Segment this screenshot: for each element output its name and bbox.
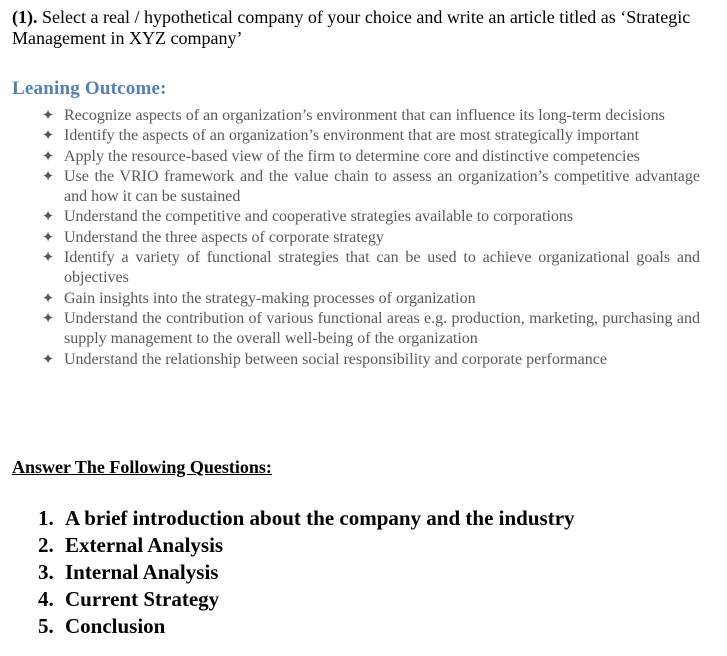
list-item <box>38 586 575 613</box>
question-number: 3. <box>38 560 54 584</box>
list-item <box>40 228 700 248</box>
star-bullet-icon: ✦ <box>41 250 55 267</box>
question-text: Internal Analysis <box>65 560 219 584</box>
list-item <box>38 559 575 586</box>
question-number: 1. <box>38 506 54 530</box>
learning-outcome-list <box>40 106 700 370</box>
outcome-text: Understand the three aspects of corporate strategy <box>64 228 384 246</box>
star-bullet-icon: ✦ <box>41 128 55 145</box>
outcome-text: Understand the competitive and cooperative strategies available to corporations <box>64 208 574 226</box>
question-number: 2. <box>38 533 54 557</box>
learning-outcome-heading: Leaning Outcome: <box>12 78 167 99</box>
list-item <box>40 106 700 126</box>
question-text: External Analysis <box>65 533 224 557</box>
list-item <box>40 309 700 350</box>
question-number: 5. <box>38 614 54 638</box>
list-item <box>40 248 700 289</box>
outcome-text: Use the VRIO framework and the value chain to assess an organization’s competitive advantage and how it can be sustained <box>64 167 700 206</box>
list-item <box>38 532 575 559</box>
outcome-text: Gain insights into the strategy-making processes of organization <box>64 289 476 307</box>
outcome-text: Apply the resource-based view of the firm to determine core and distinctive competencies <box>64 147 640 165</box>
question-list <box>38 505 575 640</box>
prompt-text: Select a real / hypothetical company of your choice and write an article titled as ‘Strategic Management in XYZ company’ <box>12 7 691 48</box>
star-bullet-icon: ✦ <box>41 229 55 246</box>
star-bullet-icon: ✦ <box>41 351 55 368</box>
star-bullet-icon: ✦ <box>41 168 55 185</box>
assignment-prompt <box>12 7 712 49</box>
question-text: Current Strategy <box>65 587 220 611</box>
list-item <box>38 613 575 640</box>
list-item <box>38 505 575 532</box>
question-text: A brief introduction about the company and the industry <box>65 506 575 530</box>
star-bullet-icon: ✦ <box>41 148 55 165</box>
list-item <box>40 126 700 146</box>
star-bullet-icon: ✦ <box>41 310 55 327</box>
list-item <box>40 289 700 309</box>
question-text: Conclusion <box>65 614 166 638</box>
outcome-text: Identify a variety of functional strategies that can be used to achieve organizational goals and objectives <box>64 249 700 287</box>
list-item <box>40 207 700 227</box>
outcome-text: Understand the contribution of various functional areas e.g. production, marketing, purchasing and supply management to the overall well-being of the organization <box>64 309 700 348</box>
star-bullet-icon: ✦ <box>41 209 55 226</box>
star-bullet-icon: ✦ <box>41 108 55 124</box>
outcome-text: Recognize aspects of an organization’s environment that can influence its long-term decisions <box>64 107 665 124</box>
outcome-text: Understand the relationship between social responsibility and corporate performance <box>64 350 607 368</box>
outcome-text: Identify the aspects of an organization’s environment that are most strategically important <box>64 127 640 145</box>
prompt-number: (1). <box>12 7 38 27</box>
question-number: 4. <box>38 587 54 611</box>
answer-questions-heading: Answer The Following Questions: <box>12 457 272 477</box>
list-item <box>40 167 700 208</box>
star-bullet-icon: ✦ <box>41 290 55 307</box>
list-item <box>40 147 700 167</box>
list-item <box>40 350 700 370</box>
